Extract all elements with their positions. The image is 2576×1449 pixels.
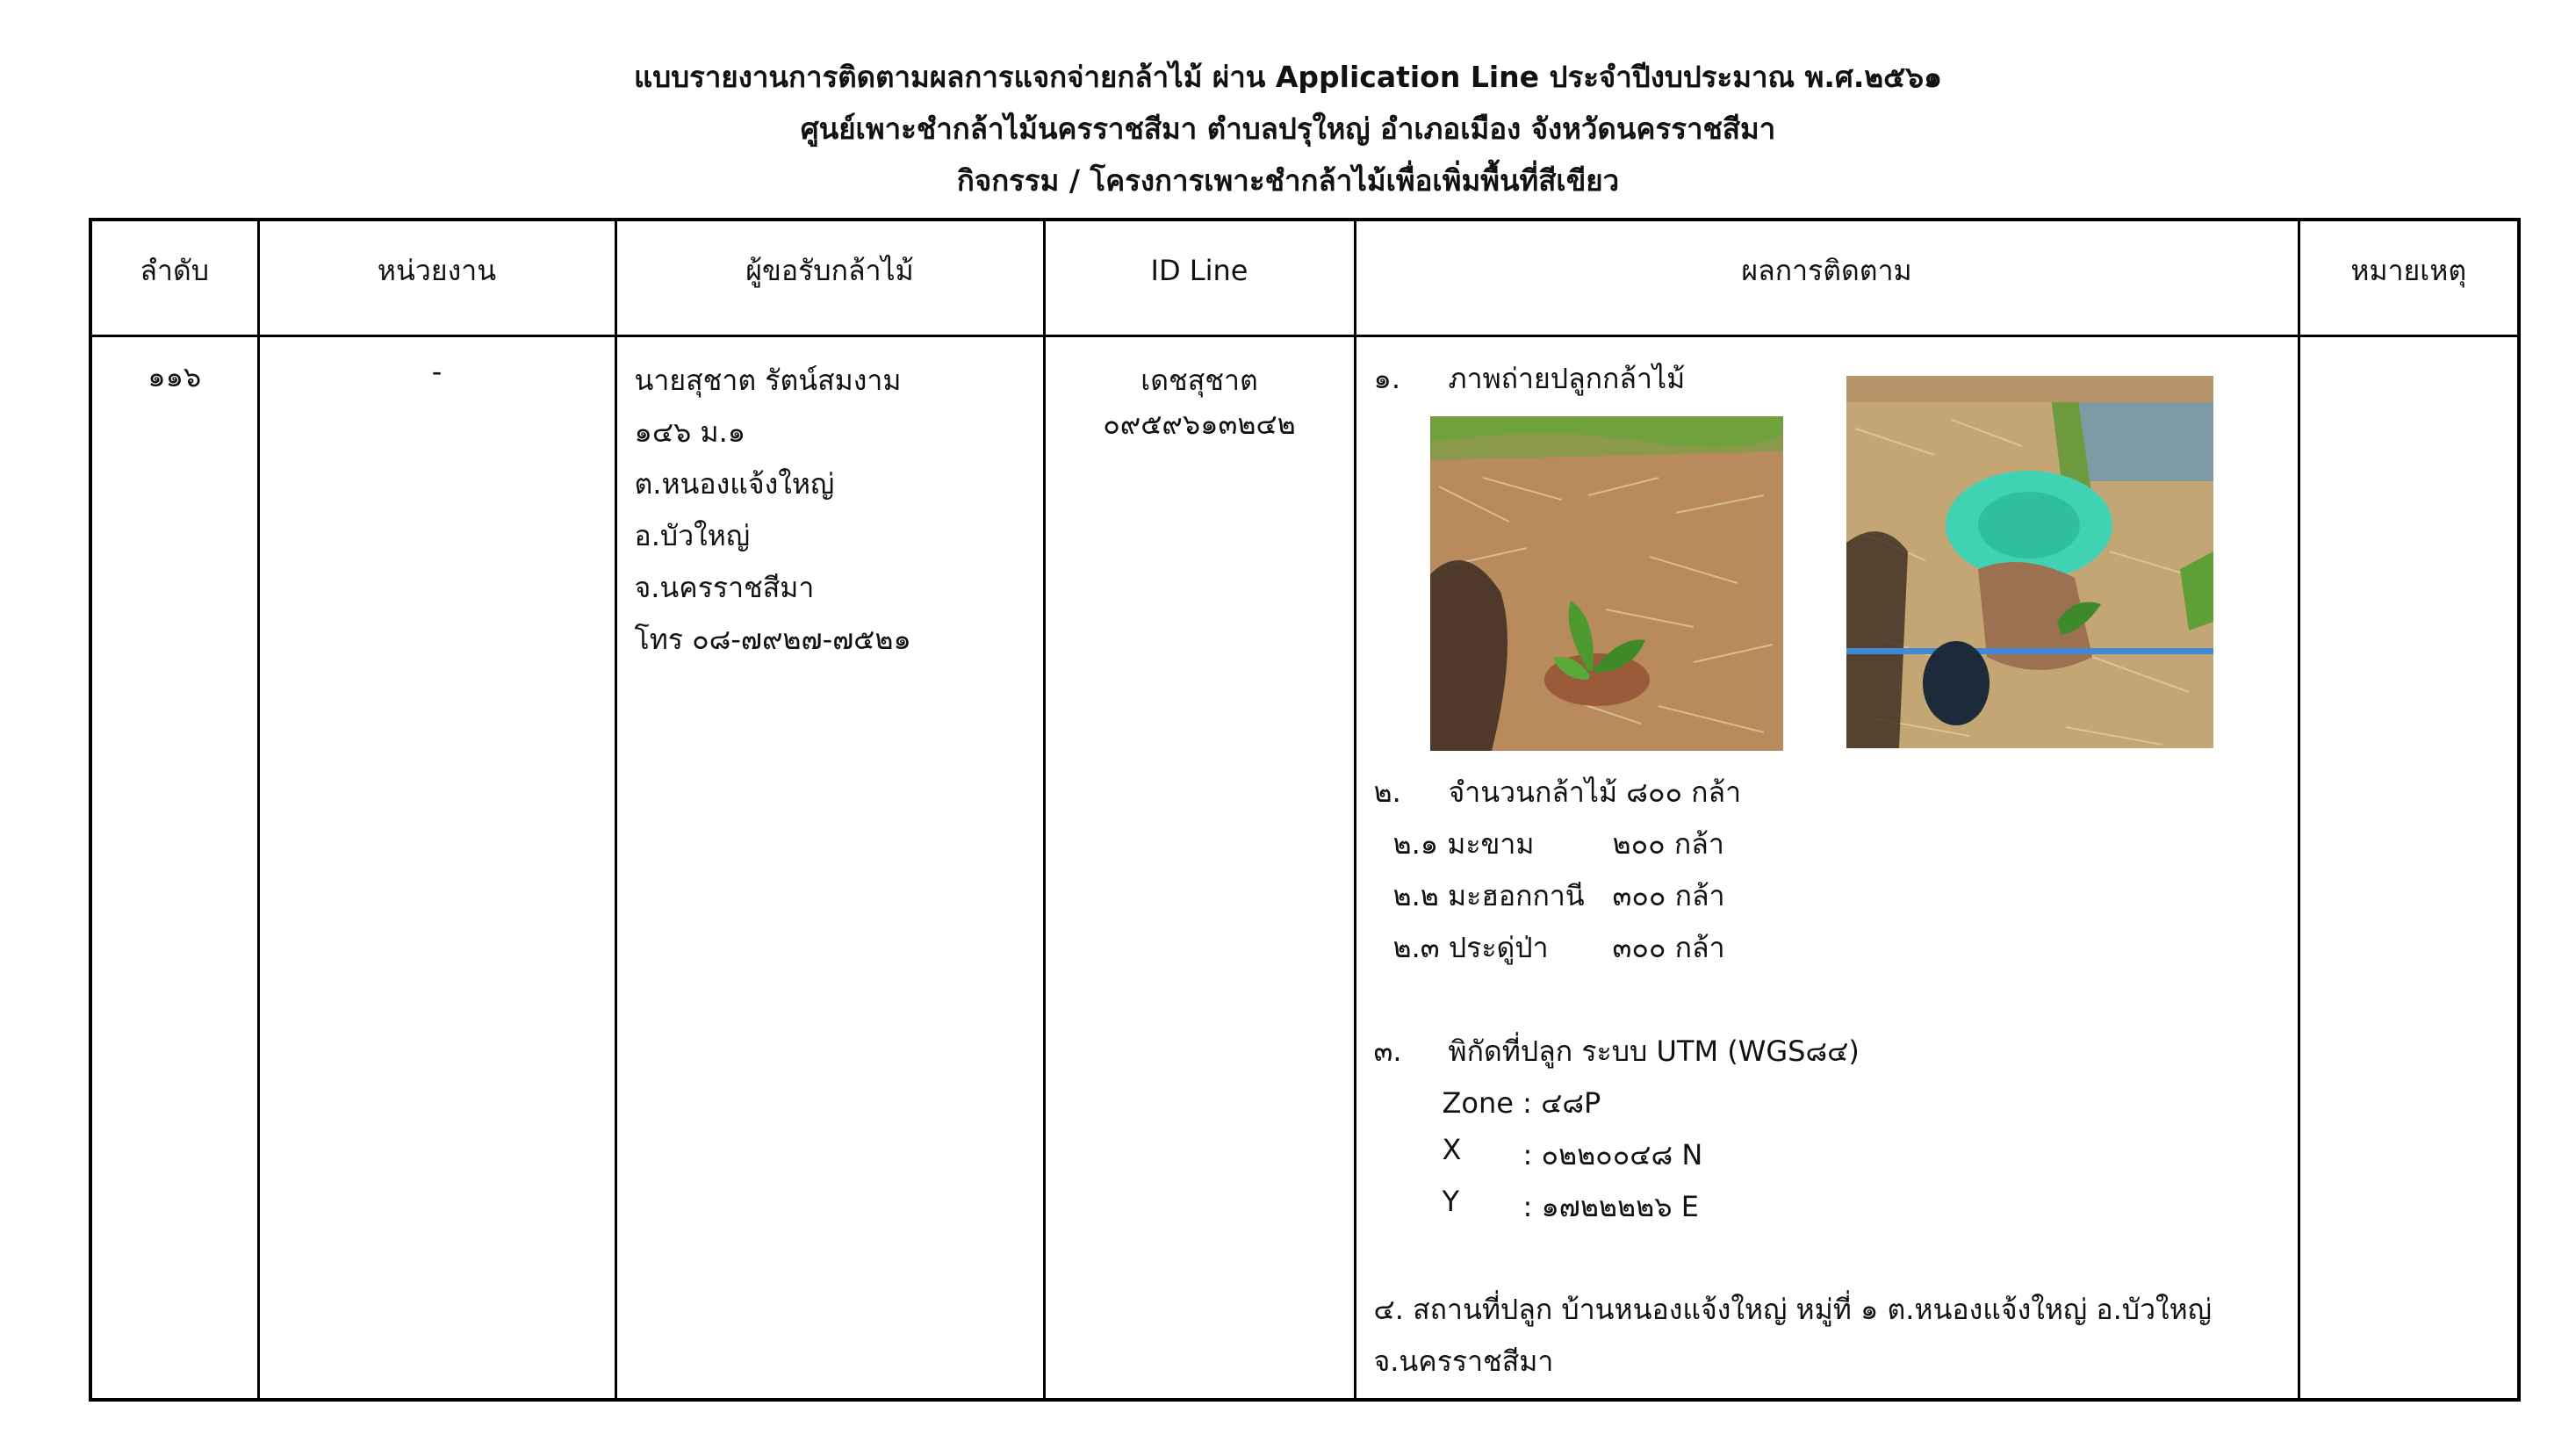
- recipient-name: นายสุชาต รัตน์สมงาม: [634, 364, 902, 397]
- line-id-name: เดชสุชาต: [1140, 364, 1258, 397]
- sub-item-qty: ๒๐๐ กล้า: [1612, 827, 1724, 861]
- column-header-remark: หมายเหตุ: [2299, 220, 2519, 336]
- cell-result: [1355, 336, 2299, 1401]
- recipient-phone: โทร ๐๘-๗๙๒๗-๗๕๒๑: [634, 623, 911, 656]
- utm-x-label: X: [1442, 1133, 1462, 1166]
- cell-order: ๑๑๖: [90, 336, 258, 1401]
- result-item3-number: ๓.: [1373, 1034, 1402, 1068]
- column-header-order: ลำดับ: [90, 220, 258, 336]
- utm-x-value: : ๐๒๒๐๐๔๘ N: [1522, 1138, 1703, 1171]
- result-item1-label: ภาพถ่ายปลูกกล้าไม้: [1448, 362, 1686, 395]
- utm-y-label: Y: [1442, 1185, 1460, 1218]
- sub-item-name: ๒.๑ มะขาม: [1392, 827, 1535, 861]
- result-item2-label: จำนวนกล้าไม้ ๘๐๐ กล้า: [1448, 775, 1742, 809]
- column-header-id-line: ID Line: [1044, 220, 1355, 336]
- result-item1-number: ๑.: [1373, 362, 1400, 395]
- cell-agency: -: [258, 336, 615, 1401]
- cell-remark: [2299, 336, 2519, 1401]
- report-header: [0, 51, 2576, 206]
- recipient-subdistrict: ต.หนองแจ้งใหญ่: [634, 467, 835, 501]
- sub-item-name: ๒.๓ ประดู่ป่า: [1392, 931, 1549, 964]
- table-header-row: [90, 220, 2519, 336]
- report-subtitle-activity: กิจกรรม / โครงการเพาะชำกล้าไม้เพื่อเพิ่มพื้นที่สีเขียว: [956, 163, 1620, 198]
- recipient-district: อ.บัวใหญ่: [634, 519, 751, 552]
- planting-photo-farmer: [1846, 376, 2213, 748]
- result-item4-province: จ.นครราชสีมา: [1373, 1344, 1554, 1378]
- table-row: [90, 336, 2519, 1401]
- line-id-number: ๐๙๕๙๖๑๓๒๔๒: [1103, 407, 1296, 441]
- sub-item-name: ๒.๒ มะฮอกกานี: [1392, 879, 1585, 912]
- utm-zone: Zone : ๔๘P: [1442, 1086, 1601, 1120]
- column-header-agency: หน่วยงาน: [258, 220, 615, 336]
- cell-id-line: [1044, 336, 1355, 1401]
- utm-y-value: : ๑๗๒๒๒๒๖ E: [1522, 1190, 1699, 1223]
- report-table: [89, 218, 2521, 1402]
- sub-item-qty: ๓๐๐ กล้า: [1612, 879, 1725, 912]
- planting-photo-seedling: [1430, 416, 1783, 751]
- column-header-result: ผลการติดตาม: [1355, 220, 2299, 336]
- result-item2-number: ๒.: [1373, 775, 1401, 809]
- result-item3-label: พิกัดที่ปลูก ระบบ UTM (WGS๘๔): [1448, 1034, 1860, 1068]
- recipient-province: จ.นครราชสีมา: [634, 571, 815, 604]
- report-subtitle-center: ศูนย์เพาะชำกล้าไม้นครราชสีมา ตำบลปรุใหญ่ อำเภอเมือง จังหวัดนครราชสีมา: [800, 112, 1776, 146]
- result-item4-location: ๔. สถานที่ปลูก บ้านหนองแจ้งใหญ่ หมู่ที่ ๑ ต.หนองแจ้งใหญ่ อ.บัวใหญ่: [1373, 1293, 2213, 1326]
- recipient-house: ๑๔๖ ม.๑: [634, 415, 746, 449]
- report-title: แบบรายงานการติดตามผลการแจกจ่ายกล้าไม้ ผ่าน Application Line ประจำปีงบประมาณ พ.ศ.๒๕๖๑: [634, 60, 1942, 94]
- sub-item-qty: ๓๐๐ กล้า: [1612, 931, 1725, 964]
- column-header-recipient: ผู้ขอรับกล้าไม้: [615, 220, 1044, 336]
- cell-recipient: [615, 336, 1044, 1401]
